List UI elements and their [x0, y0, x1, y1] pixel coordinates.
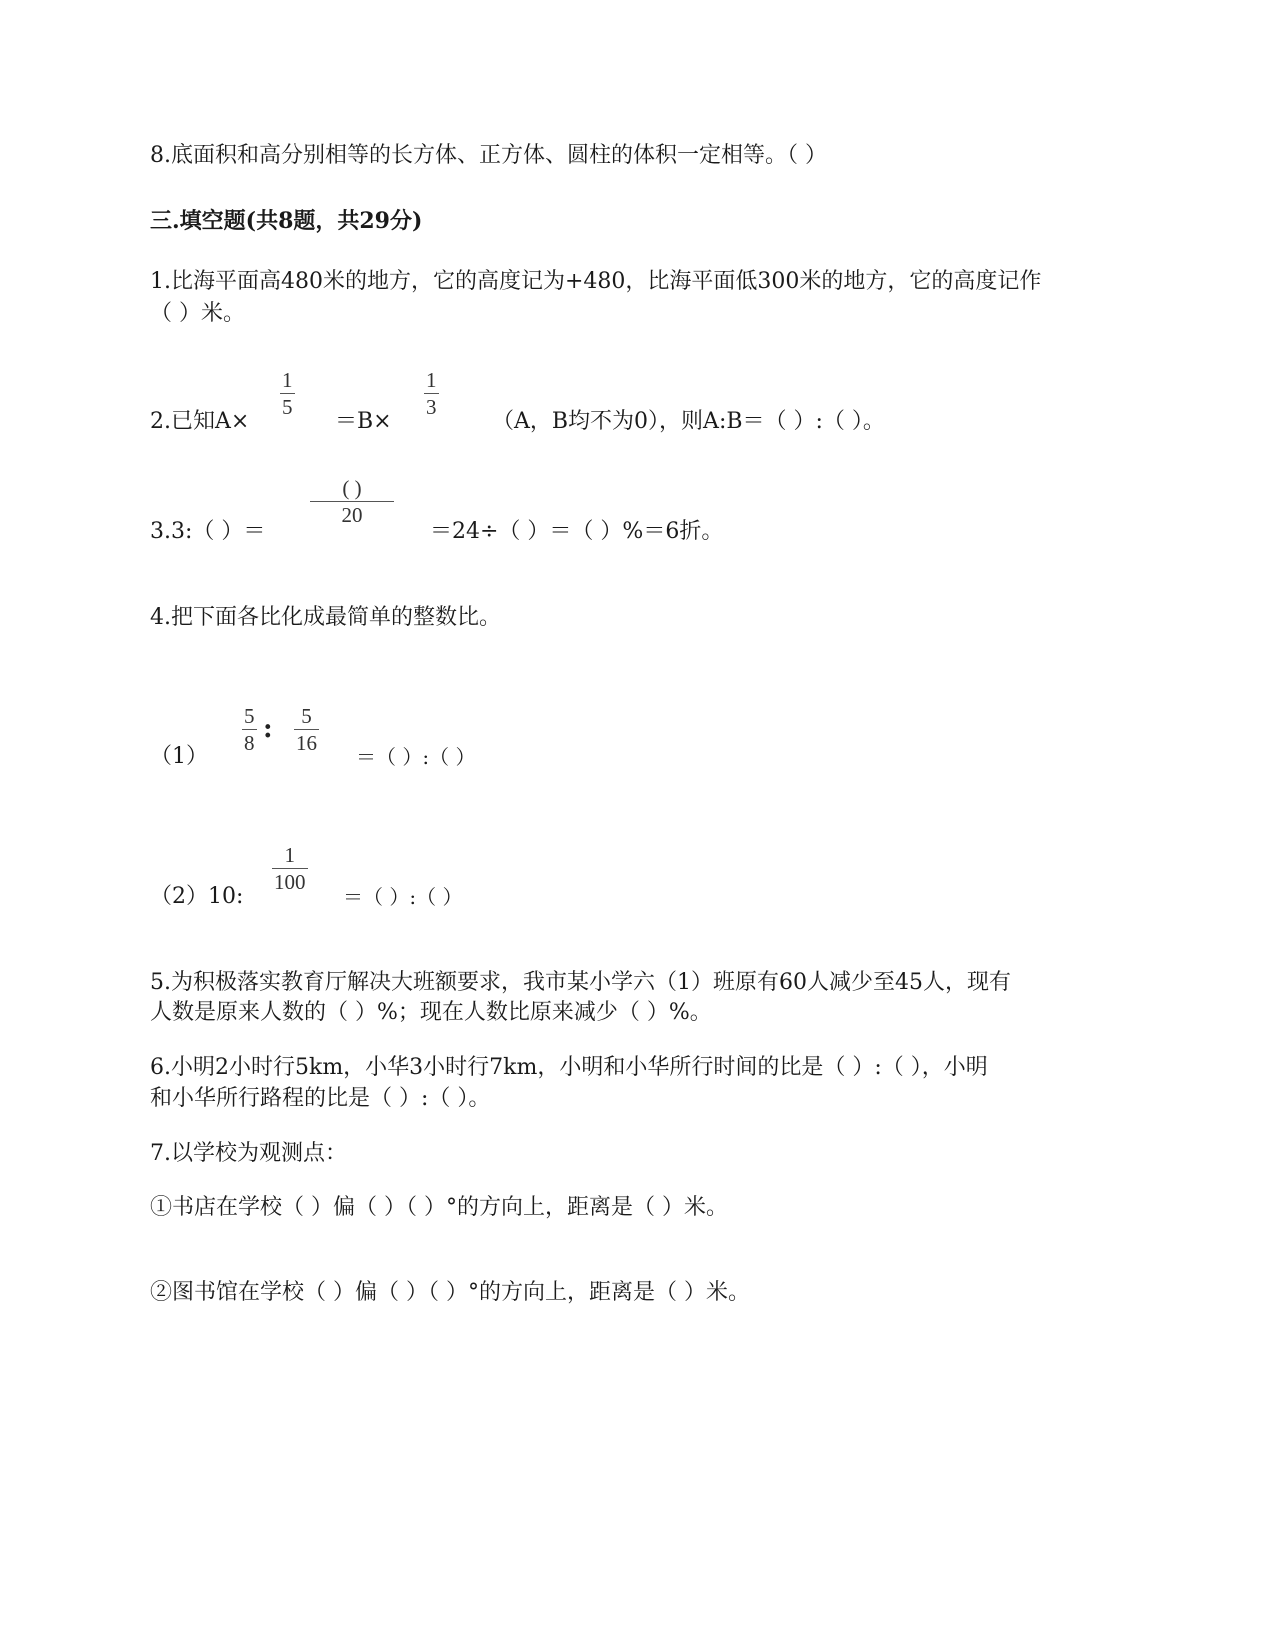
- question-4-part-2-fraction: [272, 843, 308, 894]
- question-2-prefix: 2.已知A×: [150, 409, 250, 434]
- fraction-bar: [424, 393, 439, 394]
- fraction-numerator: ( ): [342, 476, 362, 500]
- fraction-numerator: 1: [284, 843, 295, 867]
- question-2-middle: ＝B×: [335, 409, 392, 434]
- question-2-fraction-1: [280, 368, 295, 419]
- fraction-bar: [242, 729, 257, 730]
- question-5-line-1: 5.为积极落实教育厅解决大班额要求，我市某小学六（1）班原有60人减少至45人，现有: [150, 970, 1011, 995]
- question-4-part-1-label: （1）: [150, 744, 208, 769]
- fraction-bar: [280, 393, 295, 394]
- fraction-denominator: 16: [296, 731, 317, 755]
- fraction-denominator: 100: [274, 870, 306, 894]
- question-4-part-2-label: （2）10:: [150, 884, 244, 909]
- question-6-line-2: 和小华所行路程的比是（ ）:（ ）。: [150, 1086, 491, 1111]
- fraction-denominator: 5: [282, 395, 293, 419]
- question-1-line-2: （ ）米。: [150, 301, 245, 326]
- fraction-bar: [272, 868, 308, 869]
- fraction-numerator: 5: [301, 704, 312, 728]
- fraction-numerator: 1: [426, 368, 437, 392]
- question-4-stem: 4.把下面各比化成最简单的整数比。: [150, 605, 501, 630]
- question-4-part-2-answer: ＝（ ）:（ ）: [343, 885, 463, 909]
- question-7-item-2: ②图书馆在学校（ ）偏（ ）（ ）°的方向上，距离是（ ）米。: [150, 1280, 750, 1305]
- question-3-prefix: 3.3:（ ）＝: [150, 519, 266, 544]
- question-3-fraction: [310, 476, 394, 527]
- question-3-suffix: ＝24÷（ ）＝（ ）%＝6折。: [430, 519, 724, 544]
- question-7-item-1: ①书店在学校（ ）偏（ ）（ ）°的方向上，距离是（ ）米。: [150, 1195, 728, 1220]
- fraction-bar: [294, 729, 319, 730]
- question-4-part-1-fraction-1: [242, 704, 257, 755]
- question-2-suffix: （A，B均不为0），则A:B＝（ ）:（ ）。: [492, 409, 885, 434]
- question-4-part-1-answer: ＝（ ）:（ ）: [356, 745, 476, 769]
- fraction-denominator: 8: [244, 731, 255, 755]
- fraction-numerator: 5: [244, 704, 255, 728]
- question-8: 8.底面积和高分别相等的长方体、正方体、圆柱的体积一定相等。（ ）: [150, 143, 827, 168]
- ratio-colon: :: [263, 714, 273, 744]
- question-2-fraction-2: [424, 368, 439, 419]
- question-6-line-1: 6.小明2小时行5km，小华3小时行7km，小明和小华所行时间的比是（ ）:（ ），小明: [150, 1055, 988, 1080]
- question-1-line-1: 1.比海平面高480米的地方，它的高度记为+480，比海平面低300米的地方，它的高度记作: [150, 269, 1042, 294]
- fraction-denominator: 3: [426, 395, 437, 419]
- fraction-numerator: 1: [282, 368, 293, 392]
- question-4-part-1-fraction-2: [294, 704, 319, 755]
- fraction-denominator: 20: [341, 503, 363, 527]
- question-7-stem: 7.以学校为观测点：: [150, 1141, 347, 1166]
- question-5-line-2: 人数是原来人数的（ ）%；现在人数比原来减少（ ）%。: [150, 1000, 712, 1025]
- fraction-bar: [310, 501, 394, 502]
- section-heading: 三.填空题(共8题，共29分): [150, 208, 423, 234]
